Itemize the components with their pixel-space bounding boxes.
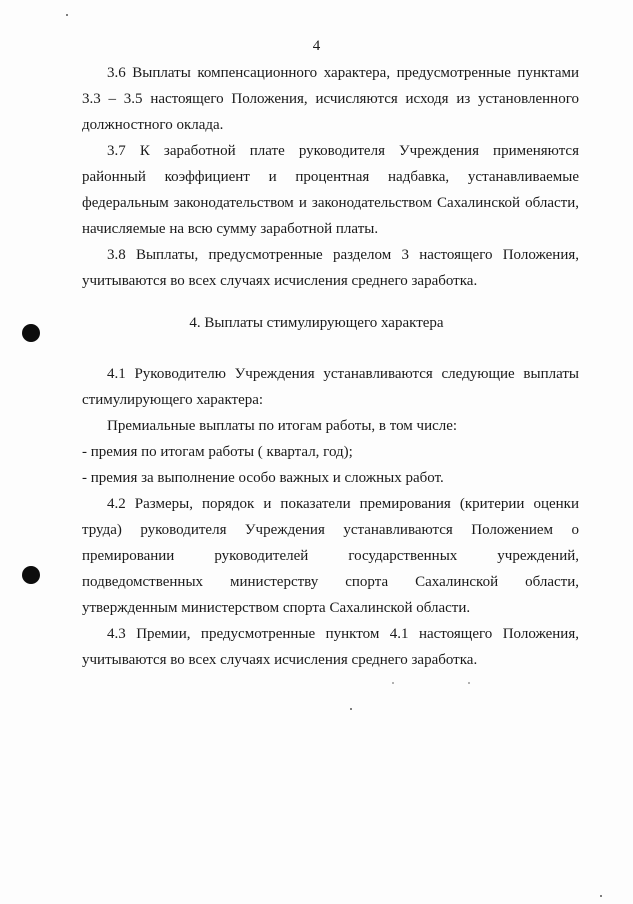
paragraph-4-3-line-1: 4.3 Премии, предусмотренные пунктом 4.1 настоящего Положения, (107, 626, 579, 642)
scan-speck (468, 682, 470, 684)
paragraph-3-7-line-4: начисляемые на всю сумму заработной платы. (82, 221, 379, 237)
paragraph-4-1-line-1: 4.1 Руководителю Учреждения устанавливаются следующие выплаты (107, 366, 579, 382)
bullet-item-2: - премия за выполнение особо важных и сложных работ. (82, 470, 444, 486)
scan-speck (350, 708, 352, 710)
paragraph-4-2-line-4: подведомственных министерству спорта Сахалинской области, (82, 574, 579, 590)
scan-speck (66, 14, 68, 16)
paragraph-3-7-line-2: районный коэффициент и процентная надбавка, устанавливаемые (82, 169, 579, 185)
bullet-item-1: - премия по итогам работы ( квартал, год); (82, 444, 353, 460)
paragraph-3-6-line-2: 3.3 – 3.5 настоящего Положения, исчисляются исходя из установленного (82, 91, 579, 107)
paragraph-3-8-line-2: учитываются во всех случаях исчисления среднего заработка. (82, 273, 478, 289)
paragraph-3-8-line-1: 3.8 Выплаты, предусмотренные разделом 3 настоящего Положения, (107, 247, 579, 263)
punch-hole-mark (22, 324, 40, 342)
paragraph-4-2-line-5: утвержденным министерством спорта Сахалинской области. (82, 600, 471, 616)
premium-intro: Премиальные выплаты по итогам работы, в том числе: (107, 418, 458, 434)
paragraph-3-7-line-3: федеральным законодательством и законодательством Сахалинской области, (82, 195, 579, 211)
paragraph-3-6-line-3: должностного оклада. (82, 117, 224, 133)
paragraph-4-2-line-2: труда) руководителя Учреждения устанавливаются Положением о (82, 522, 579, 538)
paragraph-3-6-line-1: 3.6 Выплаты компенсационного характера, предусмотренные пунктами (107, 65, 579, 81)
scan-speck (600, 895, 602, 897)
punch-hole-mark (22, 566, 40, 584)
paragraph-4-1-line-2: стимулирующего характера: (82, 392, 264, 408)
page-number: 4 (312, 38, 321, 54)
scan-speck (392, 682, 394, 684)
paragraph-4-3-line-2: учитываются во всех случаях исчисления среднего заработка. (82, 652, 478, 668)
paragraph-4-2-line-1: 4.2 Размеры, порядок и показатели премирования (критерии оценки (107, 496, 579, 512)
section-4-heading: 4. Выплаты стимулирующего характера (189, 315, 444, 331)
paragraph-3-7-line-1: 3.7 К заработной плате руководителя Учреждения применяются (107, 143, 579, 159)
paragraph-4-2-line-3: премировании руководителей государственных учреждений, (82, 548, 579, 564)
